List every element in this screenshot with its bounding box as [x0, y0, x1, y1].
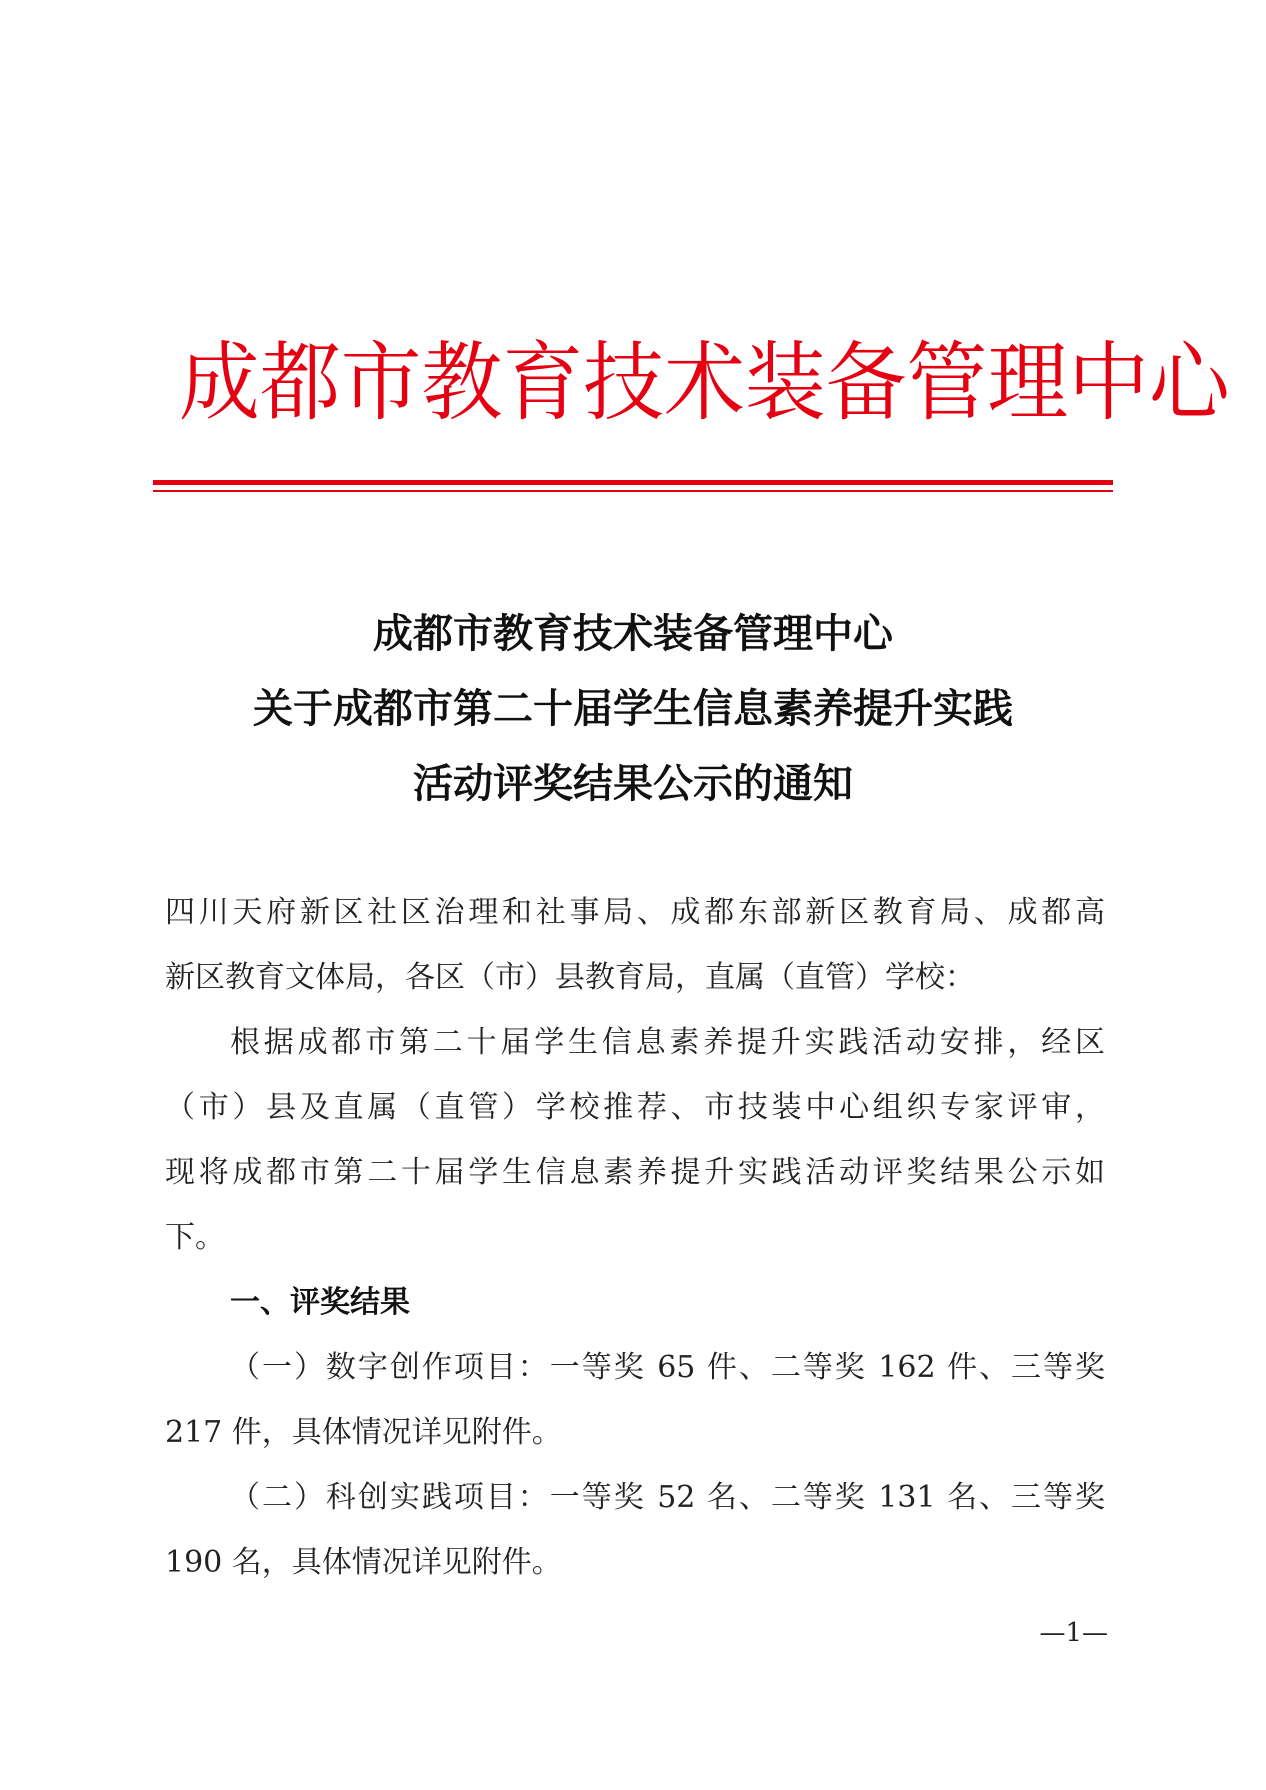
document-title: [150, 596, 1116, 821]
title-line-1: 成都市教育技术装备管理中心: [373, 610, 893, 657]
page-number: —1—: [1039, 1618, 1108, 1648]
masthead-rule-thin: [153, 490, 1113, 492]
award-item-2-line-2: 190 名，具体情况详见附件。: [165, 1545, 562, 1580]
title-line-3: 活动评奖结果公示的通知: [413, 760, 853, 807]
addressee-line-1: 四川天府新区社区治理和社事局、成都东部新区教育局、成都高: [165, 895, 1105, 930]
document-body: [165, 880, 1105, 1595]
award-item-2-line-1: （二）科创实践项目：一等奖 52 名、二等奖 131 名、三等奖: [230, 1480, 1105, 1515]
masthead-rule-thick: [153, 480, 1113, 485]
award-item-1-line-2: 217 件，具体情况详见附件。: [165, 1415, 562, 1450]
title-line-2: 关于成都市第二十届学生信息素养提升实践: [253, 685, 1013, 732]
masthead-title: 成都市教育技术装备管理中心: [178, 333, 1230, 433]
section-heading: 一、评奖结果: [230, 1285, 410, 1320]
award-item-1-line-1: （一）数字创作项目：一等奖 65 件、二等奖 162 件、三等奖: [230, 1350, 1105, 1385]
addressee-line-2: 新区教育文体局，各区（市）县教育局，直属（直管）学校：: [165, 960, 975, 995]
intro-line-4: 下。: [165, 1220, 225, 1255]
intro-line-2: （市）县及直属（直管）学校推荐、市技装中心组织专家评审，: [165, 1090, 1105, 1125]
intro-line-1: 根据成都市第二十届学生信息素养提升实践活动安排，经区: [230, 1025, 1105, 1060]
intro-line-3: 现将成都市第二十届学生信息素养提升实践活动评奖结果公示如: [165, 1155, 1105, 1190]
